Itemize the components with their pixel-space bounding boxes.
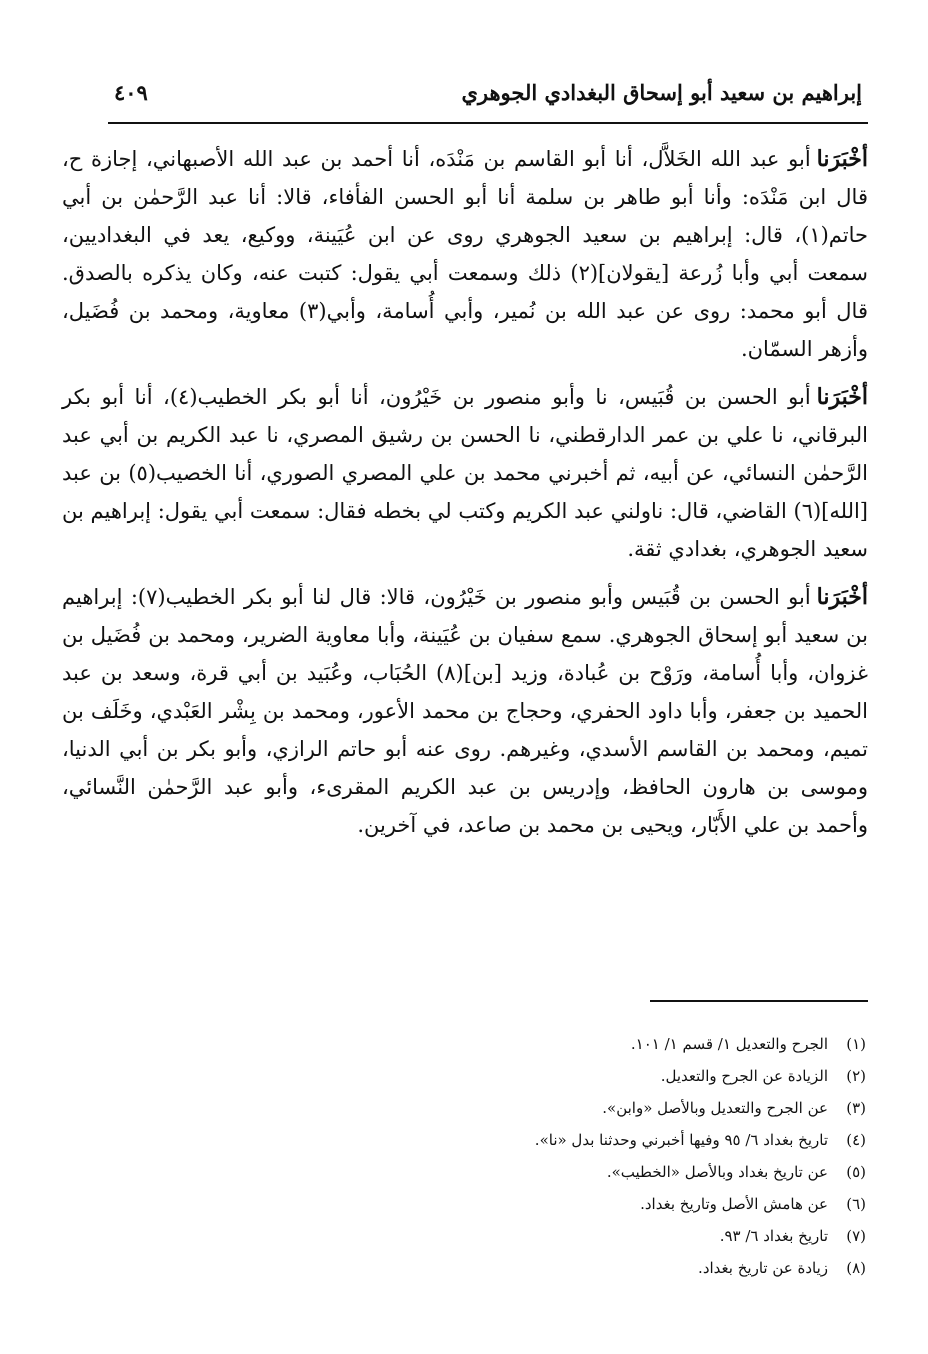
footnote <box>66 1220 866 1252</box>
footnote-text: عن تاريخ بغداد وبالأصل «الخطيب». <box>606 1163 828 1181</box>
footnote-text: الجرح والتعديل ١/ قسم ١/ ١٠١. <box>630 1035 828 1053</box>
footnote <box>66 1252 866 1284</box>
footnotes <box>66 1028 866 1284</box>
paragraph <box>62 578 868 844</box>
footnote-divider <box>650 1000 868 1002</box>
paragraph-lead-word: أخْبَرَنا <box>816 584 868 610</box>
paragraph-text: أبو الحسن بن قُبَيس، نا وأبو منصور بن خَيْرُون، أنا أبو بكر الخطيب(٤)، أنا أبو بكر البرقاني، نا علي بن عمر الدارقطني، نا الحسن بن رشيق المصري، نا عبد الكريم بن أبي عبد الرَّحمٰن النسائي، عن أبيه، ثم أخبرني محمد بن علي المصري الصوري، أنا الخصيب(٥) بن عبد [الله](٦) القاضي، قال: ناولني عبد الكريم وكتب لي بخطه فقال: سمعت أبي يقول: إبراهيم بن سعيد الجوهري، بغدادي ثقة. <box>62 385 868 561</box>
footnote-text: الزيادة عن الجرح والتعديل. <box>660 1067 828 1085</box>
page-number: ٤٠٩ <box>114 80 148 105</box>
footnote-text: تاريخ بغداد ٦/ ٩٣. <box>719 1227 828 1245</box>
footnote-marker: (٦) <box>846 1195 866 1213</box>
footnote-marker: (٤) <box>846 1131 866 1149</box>
footnote-text: زيادة عن تاريخ بغداد. <box>698 1259 828 1277</box>
footnote-marker: (٧) <box>846 1227 866 1245</box>
footnote-marker: (١) <box>846 1035 866 1053</box>
footnote <box>66 1124 866 1156</box>
footnote <box>66 1188 866 1220</box>
page-header <box>108 78 868 124</box>
running-title: إبراهيم بن سعيد أبو إسحاق البغدادي الجوهري <box>461 80 862 105</box>
footnote-marker: (٥) <box>846 1163 866 1181</box>
paragraph-text: أبو الحسن بن قُبَيس وأبو منصور بن خَيْرُون، قالا: قال لنا أبو بكر الخطيب(٧): إبراهيم بن سعيد أبو إسحاق الجوهري. سمع سفيان بن عُيَينة، وأبا معاوية الضرير، ومحمد بن فُضَيل بن غزوان، وأبا أُسامة، ورَوْح بن عُبادة، وزيد [بن](٨) الحُبَاب، وعُبَيد بن أبي قرة، وسعد بن عبد الحميد بن جعفر، وأبا داود الحفري، وحجاج بن محمد الأعور، ومحمد بن بِشْر العَبْدي، وخَلَف بن تميم، ومحمد بن القاسم الأسدي، وغيرهم. روى عنه أبو حاتم الرازي، وأبو بكر بن أبي الدنيا، وموسى بن هارون الحافظ، وإدريس بن عبد الكريم المقرىء، وأبو عبد الرَّحمٰن النَّسائي، وأحمد بن علي الأَبّار، ويحيى بن محمد بن صاعد، في آخرين. <box>62 585 869 837</box>
paragraph <box>62 140 868 368</box>
footnote <box>66 1156 866 1188</box>
paragraph-text: أبو عبد الله الخَلاَّل، أنا أبو القاسم بن مَنْدَه، أنا أحمد بن عبد الله الأصبهاني، إجازة ح، قال ابن مَنْدَه: وأنا أبو طاهر بن سلمة أنا أبو الحسن الفأفاء، قالا: أنا عبد الرَّحمٰن بن أبي حاتم(١)، قال: إبراهيم بن سعيد الجوهري روى عن ابن عُيَينة، ووكيع، يعد في البغداديين، سمعت أبي وأبا زُرعة [يقولان](٢) ذلك وسمعت أبي يقول: كتبت عنه، وكان يذكره بالصدق. قال أبو محمد: روى عن عبد الله بن نُمير، وأبي أُسامة، وأبي(٣) معاوية، ومحمد بن فُضَيل، وأزهر السمّان. <box>62 147 868 361</box>
footnote <box>66 1028 866 1060</box>
paragraph-lead-word: أخْبَرَنا <box>816 384 868 410</box>
footnote-text: عن هامش الأصل وتاريخ بغداد. <box>640 1195 828 1213</box>
paragraph-lead-word: أخْبَرَنا <box>816 146 868 172</box>
paragraph <box>62 378 868 568</box>
footnote-text: عن الجرح والتعديل وبالأصل «وابن». <box>602 1099 828 1117</box>
footnote-text: تاريخ بغداد ٦/ ٩٥ وفيها أخبرني وحدثنا بدل «نا». <box>534 1131 828 1149</box>
footnote-marker: (٣) <box>846 1099 866 1117</box>
footnote <box>66 1092 866 1124</box>
footnote-marker: (٨) <box>846 1259 866 1277</box>
footnote <box>66 1060 866 1092</box>
main-text <box>62 140 868 854</box>
footnote-marker: (٢) <box>846 1067 866 1085</box>
